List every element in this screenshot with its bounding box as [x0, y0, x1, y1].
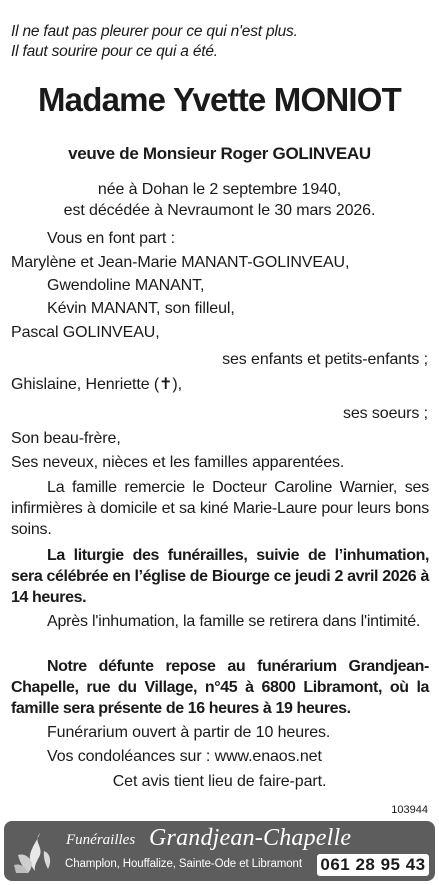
notice-line: Cet avis tient lieu de faire-part. [112, 773, 327, 790]
widow-of: veuve de Monsieur Roger GOLINVEAU [68, 144, 371, 163]
quote-line-1: Il ne faut pas pleurer pour ce qui n'est plus. [11, 23, 298, 40]
opening-hours: Funérarium ouvert à partir de 10 heures. [47, 724, 331, 741]
brand-name: Grandjean-Chapelle [149, 825, 352, 851]
after-paragraph: Après l'inhumation, la famille se retirera dans l'intimité. [47, 613, 421, 630]
quote-line-2: Il faut sourire pour ce qui a été. [11, 43, 218, 60]
reference-number: 103944 [391, 804, 428, 816]
death-line: est décédée à Nevraumont le 30 mars 2026. [63, 202, 376, 219]
family-line: Gwendoline MANANT, [47, 277, 205, 294]
rest-paragraph: Notre défunte repose au funérarium Grandjean-Chapelle, rue du Village, n°45 à 6800 Libramont, où la famille sera présente de 16 heures à 19 heures. [11, 658, 429, 717]
condolences-line: Vos condoléances sur : www.enaos.net [47, 748, 322, 765]
funeral-home-banner [4, 821, 435, 881]
family-line: Pascal GOLINVEAU, [11, 324, 160, 341]
family-line: Kévin MANANT, son filleul, [47, 300, 235, 317]
family-line: Ses neveux, nièces et les familles apparentées. [11, 454, 345, 471]
branch-locations: Champlon, Houffalize, Sainte-Ode et Libramont [65, 858, 302, 870]
phone-number: 061 28 95 43 [317, 854, 429, 876]
flame-leaf-icon [10, 829, 58, 875]
birth-line: née à Dohan le 2 septembre 1940, [97, 181, 342, 198]
family-line: Marylène et Jean-Marie MANANT-GOLINVEAU, [11, 254, 350, 271]
deceased-name: Madame Yvette MONIOT [37, 81, 401, 118]
brand-word: Funérailles [66, 832, 136, 848]
announce-line: Vous en font part : [47, 230, 175, 247]
liturgy-paragraph: La liturgie des funérailles, suivie de l’inhumation, sera célébrée en l’église de Biourge ce jeudi 2 avril 2026 à 14 heures. [11, 547, 429, 606]
family-line: Son beau-frère, [11, 430, 121, 447]
thanks-paragraph: La famille remercie le Docteur Caroline Warnier, ses infirmières à domicile et sa kiné Marie-Laure pour leurs bons soins. [11, 479, 429, 538]
family-relation: ses soeurs ; [342, 405, 428, 422]
family-line: Ghislaine, Henriette (✝), [11, 376, 182, 393]
family-relation: ses enfants et petits-enfants ; [222, 351, 428, 368]
